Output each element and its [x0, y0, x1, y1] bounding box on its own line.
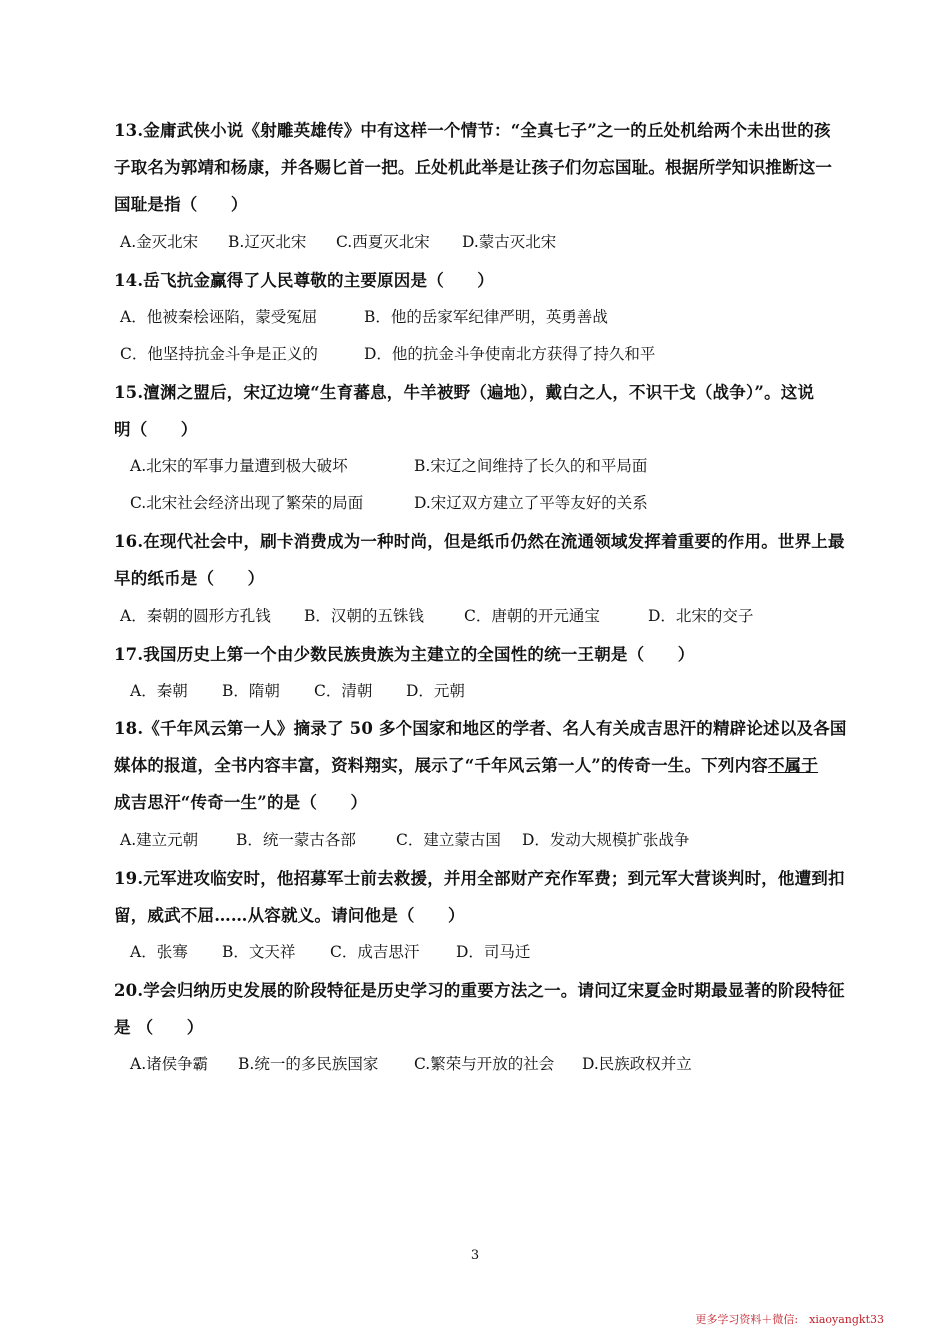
option-b: B．文天祥: [222, 943, 296, 961]
question-20: [114, 972, 844, 1046]
option-c: C.北宋社会经济出现了繁荣的局面: [130, 494, 364, 512]
question-line: 是 （ ）: [114, 1018, 204, 1037]
question-17: [114, 636, 844, 673]
question-line: 13.金庸武侠小说《射雕英雄传》中有这样一个情节：“全真七子”之一的丘处机给两个未出世的孩: [114, 121, 831, 140]
option-b: B.宋辽之间维持了长久的和平局面: [414, 457, 648, 475]
option-a: A.诸侯争霸: [130, 1055, 209, 1073]
option-c: C．清朝: [314, 682, 373, 700]
option-c: C．唐朝的开元通宝: [464, 607, 600, 625]
option-d: D．北宋的交子: [648, 607, 754, 625]
question-line: 20.学会归纳历史发展的阶段特征是历史学习的重要方法之一。请问辽宋夏金时期最显著的阶段特征: [114, 981, 845, 1000]
options-19: [130, 934, 870, 971]
question-19: [114, 860, 844, 934]
question-line-text: 媒体的报道，全书内容丰富，资料翔实，展示了“千年风云第一人”的传奇一生。下列内容: [114, 756, 768, 775]
question-line: 国耻是指（ ）: [114, 195, 248, 214]
option-d: D．发动大规模扩张战争: [522, 831, 690, 849]
option-a: A．秦朝: [130, 682, 188, 700]
question-line: 14.岳飞抗金赢得了人民尊敬的主要原因是（ ）: [114, 271, 495, 290]
options-17: [130, 673, 870, 710]
question-line: 留，威武不屈……从容就义。请问他是（ ）: [114, 906, 465, 925]
question-line: 15.澶渊之盟后，宋辽边境“生育蕃息，牛羊被野（遍地），戴白之人，不识干戈（战争）”。这说: [114, 383, 815, 402]
question-18: [114, 710, 847, 821]
page-number: 3: [470, 1248, 480, 1263]
option-c: C．他坚持抗金斗争是正义的: [120, 345, 318, 363]
options-14: [120, 299, 860, 336]
option-d: D．元朝: [406, 682, 465, 700]
option-b: B.统一的多民族国家: [238, 1055, 379, 1073]
option-d: D.蒙古灭北宋: [462, 233, 557, 251]
option-a: A．张骞: [130, 943, 188, 961]
question-line: 子取名为郭靖和杨康，并各赐匕首一把。丘处机此举是让孩子们勿忘国耻。根据所学知识推断这一: [114, 158, 833, 177]
question-14: [114, 262, 844, 299]
question-16: [114, 523, 844, 597]
question-line: 19.元军进攻临安时，他招募军士前去救援，并用全部财产充作军费；到元军大营谈判时，他遭到扣: [114, 869, 845, 888]
option-d: D.民族政权并立: [582, 1055, 692, 1073]
option-a: A．他被秦桧诬陷，蒙受冤屈: [120, 308, 318, 326]
underlined-keyword: 不属于: [767, 756, 819, 775]
question-line: 17.我国历史上第一个由少数民族贵族为主建立的全国性的统一王朝是（ ）: [114, 645, 695, 664]
option-b: B.辽灭北宋: [228, 233, 307, 251]
option-c: C.西夏灭北宋: [336, 233, 430, 251]
question-15: [114, 374, 844, 448]
question-line: 16.在现代社会中，刷卡消费成为一种时尚，但是纸币仍然在流通领域发挥着重要的作用。世界上最: [114, 532, 845, 551]
option-b: B．隋朝: [222, 682, 280, 700]
option-d: D．他的抗金斗争使南北方获得了持久和平: [364, 345, 656, 363]
options-13: [120, 224, 860, 261]
options-16: [120, 598, 860, 635]
option-c: C.繁荣与开放的社会: [414, 1055, 555, 1073]
question-line: 成吉思汗“传奇一生”的是（ ）: [114, 793, 368, 812]
options-18: [120, 822, 860, 859]
options-20: [130, 1046, 870, 1083]
option-d: D．司马迁: [456, 943, 531, 961]
option-a: A.金灭北宋: [120, 233, 199, 251]
question-line: 18.《千年风云第一人》摘录了 50 多个国家和地区的学者、名人有关成吉思汗的精辟论述以及各国: [114, 719, 847, 738]
option-c: C．建立蒙古国: [396, 831, 501, 849]
option-c: C．成吉思汗: [330, 943, 420, 961]
option-b: B．统一蒙古各部: [236, 831, 356, 849]
option-d: D.宋辽双方建立了平等友好的关系: [414, 494, 648, 512]
option-a: A．秦朝的圆形方孔钱: [120, 607, 271, 625]
option-a: A.建立元朝: [120, 831, 199, 849]
option-a: A.北宋的军事力量遭到极大破坏: [130, 457, 348, 475]
option-b: B．汉朝的五铢钱: [304, 607, 424, 625]
question-line: 明（ ）: [114, 420, 198, 439]
option-b: B．他的岳家军纪律严明，英勇善战: [364, 308, 608, 326]
options-15-row2: [130, 485, 870, 522]
options-14-row2: [120, 336, 860, 373]
question-line: 早的纸币是（ ）: [114, 569, 265, 588]
options-15: [130, 448, 870, 485]
question-13: [114, 112, 844, 223]
question-line-2: [114, 747, 844, 784]
footer-contact-text: 更多学习资料＋微信: xiaoyangkt33: [695, 1313, 884, 1326]
